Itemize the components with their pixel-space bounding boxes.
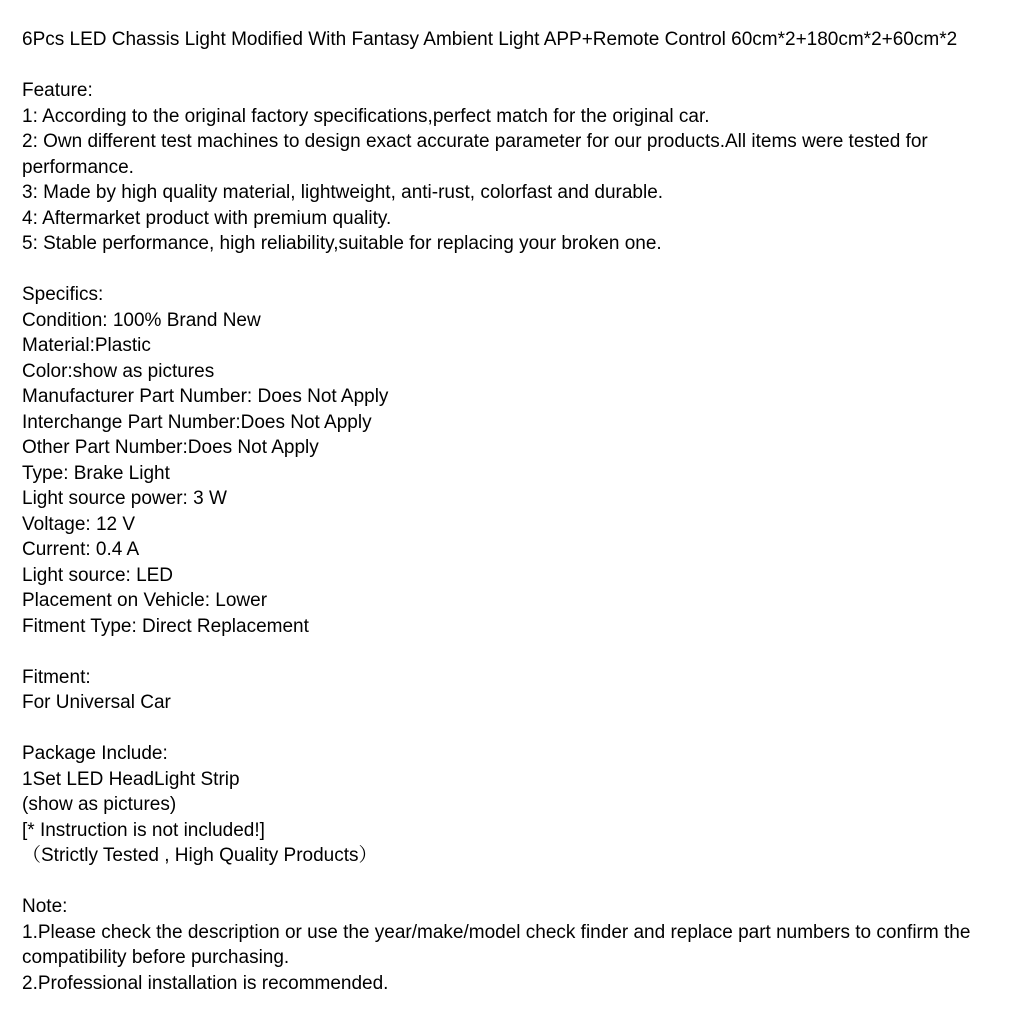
text-line: 2.Professional installation is recommended. bbox=[22, 972, 389, 994]
section-heading: Fitment: bbox=[22, 666, 91, 688]
text-line: Manufacturer Part Number: Does Not Apply bbox=[22, 386, 389, 407]
section bbox=[22, 894, 1004, 996]
description-sections bbox=[22, 78, 1004, 996]
text-line: For Universal Car bbox=[22, 692, 171, 713]
product-title: 6Pcs LED Chassis Light Modified With Fantasy Ambient Light APP+Remote Control 60cm*2+180cm*2+60cm*2 bbox=[22, 29, 958, 50]
section bbox=[22, 78, 1004, 257]
text-line: 1Set LED HeadLight Strip bbox=[22, 768, 240, 790]
text-line: Material:Plastic bbox=[22, 335, 151, 356]
text-line: Current: 0.4 A bbox=[22, 539, 140, 560]
text-line: 1.Please check the description or use the year/make/model check finder and replace part numbers to confirm the compatibility before purchasing. bbox=[22, 921, 976, 968]
text-line: Light source: LED bbox=[22, 564, 174, 586]
text-line: Fitment Type: Direct Replacement bbox=[22, 615, 309, 637]
text-line: [* Instruction is not included!] bbox=[22, 819, 265, 841]
text-line: 5: Stable performance, high reliability,suitable for replacing your broken one. bbox=[22, 233, 662, 254]
section-heading: Specifics: bbox=[22, 284, 104, 305]
text-line: 4: Aftermarket product with premium quality. bbox=[22, 207, 392, 229]
text-line: Placement on Vehicle: Lower bbox=[22, 590, 268, 611]
text-line: Type: Brake Light bbox=[22, 462, 170, 484]
text-line: （Strictly Tested , High Quality Products） bbox=[22, 845, 378, 866]
section-heading: Feature: bbox=[22, 80, 93, 101]
text-line: Voltage: 12 V bbox=[22, 513, 136, 535]
text-line: 3: Made by high quality material, lightweight, anti-rust, colorfast and durable. bbox=[22, 182, 664, 203]
section bbox=[22, 282, 1004, 639]
text-line: Other Part Number:Does Not Apply bbox=[22, 437, 319, 458]
section-heading: Package Include: bbox=[22, 743, 168, 764]
text-line: Light source power: 3 W bbox=[22, 488, 227, 509]
text-line: Condition: 100% Brand New bbox=[22, 309, 261, 331]
text-line: 1: According to the original factory specifications,perfect match for the original car. bbox=[22, 105, 710, 127]
text-line: Color:show as pictures bbox=[22, 360, 215, 382]
text-line: 2: Own different test machines to design exact accurate parameter for our products.All items were tested for performance. bbox=[22, 131, 934, 178]
text-line: Interchange Part Number:Does Not Apply bbox=[22, 411, 372, 433]
section-heading: Note: bbox=[22, 896, 68, 917]
section bbox=[22, 741, 1004, 869]
section bbox=[22, 665, 1004, 716]
text-line: (show as pictures) bbox=[22, 794, 177, 815]
